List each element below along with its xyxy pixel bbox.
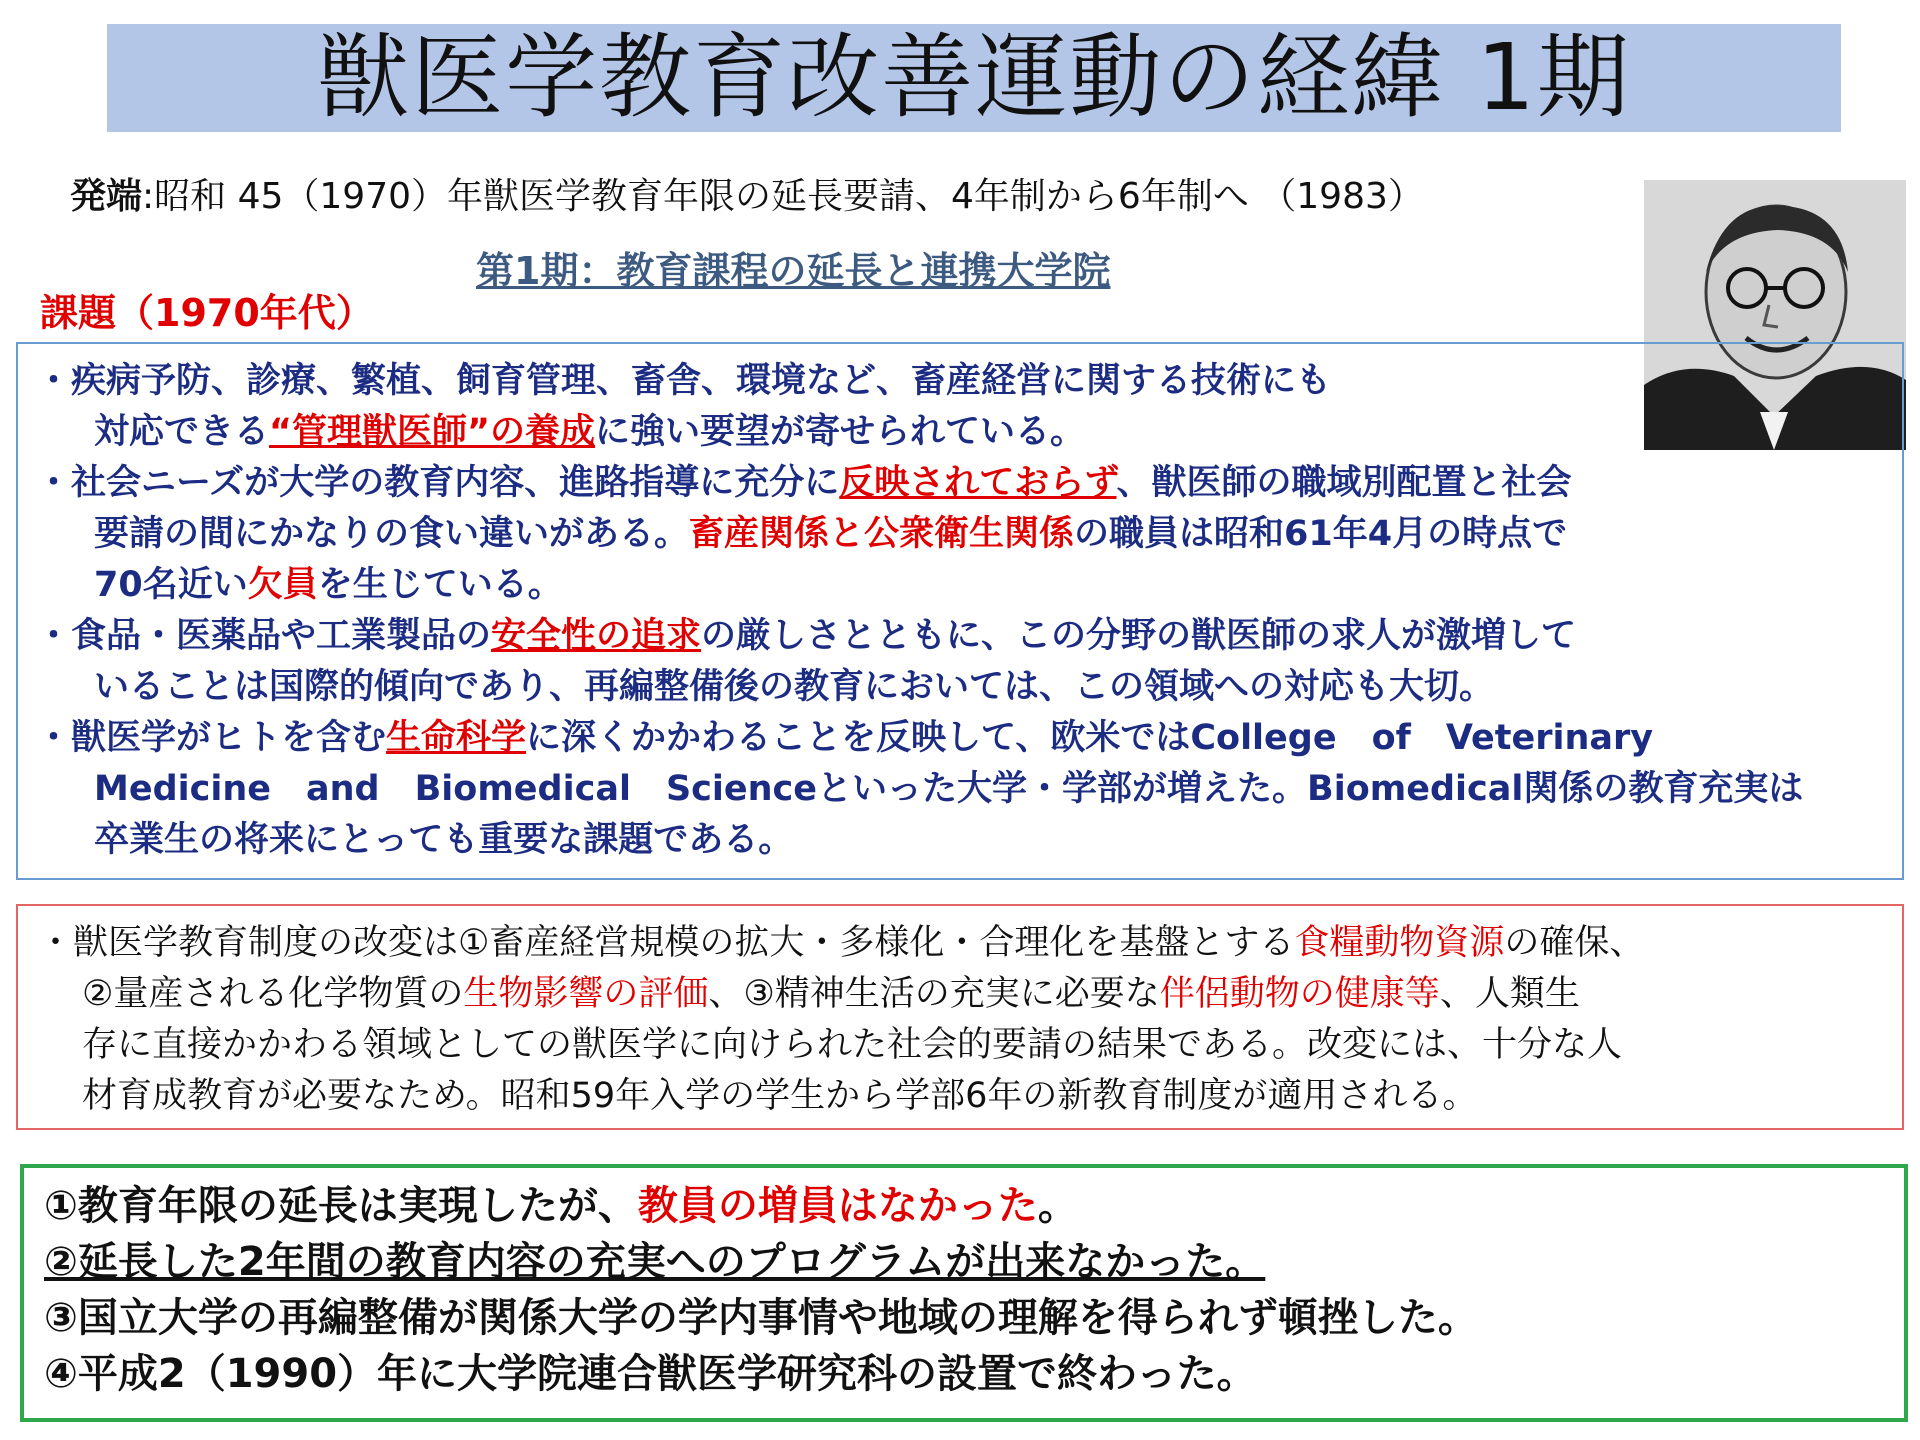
issue-3-line-2: いることは国際的傾向であり、再編整備後の教育においては、この領域への対応も大切。 — [94, 667, 1495, 707]
reform-highlight-1: 食糧動物資源 — [1294, 923, 1505, 963]
origin-label: 発端 — [70, 176, 143, 217]
issue-3-line-1 — [36, 611, 1882, 662]
issue-2-text-a: ・社会ニーズが大学の教育内容、進路指導に充分に — [36, 463, 840, 503]
issue-2-text-e: 70名近い — [94, 565, 248, 605]
issue-1-line-2 — [36, 407, 1882, 458]
issue-2-highlight-2: 畜産関係と公衆衛生関係 — [689, 514, 1075, 554]
issue-2-highlight: 反映されておらず — [839, 463, 1117, 503]
reform-highlight-2: 生物影響の評価 — [463, 974, 709, 1014]
issue-3-highlight: 安全性の追求 — [491, 616, 702, 656]
issue-2-text-b: 、獣医師の職域別配置と社会 — [1116, 463, 1572, 503]
issue-4-highlight: 生命科学 — [386, 718, 527, 758]
reform-line-3: 存に直接かかわる領域としての獣医学に向けられた社会的要請の結果である。改変には、十分な人 — [82, 1025, 1623, 1065]
reform-text-c: ②量産される化学物質の — [82, 974, 464, 1014]
issue-2-highlight-3: 欠員 — [247, 565, 318, 605]
issue-2-text-f: を生じている。 — [317, 565, 563, 605]
issue-4-text-a: ・獣医学がヒトを含む — [36, 718, 387, 758]
issue-2-text-c: 要請の間にかなりの食い違いがある。 — [94, 514, 690, 554]
reform-highlight-3: 伴侶動物の健康等 — [1159, 974, 1440, 1014]
issue-1-text-a: 対応できる — [94, 412, 270, 452]
result-4: ④平成2（1990）年に大学院連合獣医学研究科の設置で終わった。 — [44, 1351, 1257, 1397]
issue-4-text-b: に深くかかわることを反映して、欧米ではCollege of Veterinary — [526, 718, 1654, 758]
reform-text-d: 、③精神生活の充実に必要な — [708, 974, 1160, 1014]
result-1-text-b: 。 — [1037, 1183, 1078, 1229]
issue-4-line-1 — [36, 713, 1882, 764]
result-1-highlight: 教員の増員はなかった — [637, 1183, 1038, 1229]
issues-heading: 課題（1970年代） — [40, 291, 374, 335]
reform-line-1 — [38, 918, 1882, 969]
issues-box — [16, 342, 1904, 880]
issue-2-line-3 — [36, 560, 1882, 611]
reform-text-a: ・獣医学教育制度の改変は①畜産経営規模の拡大・多様化・合理化を基盤とする — [38, 923, 1295, 963]
reform-line-4: 材育成教育が必要なため。昭和59年入学の学生から学部6年の新教育制度が適用される。 — [82, 1076, 1478, 1116]
result-3: ③国立大学の再編整備が関係大学の学内事情や地域の理解を得られず頓挫した。 — [44, 1295, 1478, 1341]
title-banner — [107, 24, 1841, 132]
result-1 — [44, 1178, 1884, 1234]
origin-text: :昭和 45（1970）年獣医学教育年限の延長要請、4年制から6年制へ （1983） — [142, 176, 1424, 217]
issue-3-text-a: ・食品・医薬品や工業製品の — [36, 616, 492, 656]
reform-box — [16, 904, 1904, 1130]
issue-2-text-d: の職員は昭和61年4月の時点で — [1074, 514, 1568, 554]
issue-2-line-2 — [36, 509, 1882, 560]
issue-1-text-b: に強い要望が寄せられている。 — [595, 412, 1086, 452]
results-box — [20, 1164, 1908, 1422]
issue-3-text-b: の厳しさとともに、この分野の獣医師の求人が激増して — [701, 616, 1577, 656]
result-1-text-a: ①教育年限の延長は実現したが、 — [44, 1183, 638, 1229]
reform-text-b: の確保、 — [1504, 923, 1645, 963]
page-title: 獣医学教育改善運動の経緯 1期 — [317, 24, 1631, 131]
origin-line — [70, 168, 1424, 219]
issue-4-line-2: Medicine and Biomedical Scienceといった大学・学部が増えた。Biomedical関係の教育充実は — [94, 769, 1804, 809]
result-2: ②延長した2年間の教育内容の充実へのプログラムが出来なかった。 — [44, 1239, 1266, 1285]
reform-text-e: 、人類生 — [1439, 974, 1580, 1014]
issue-2-line-1 — [36, 458, 1882, 509]
issue-1-line-1: ・疾病予防、診療、繁植、飼育管理、畜舎、環境など、畜産経営に関する技術にも — [36, 361, 1332, 401]
issue-1-highlight: “管理獣医師”の養成 — [269, 412, 596, 452]
reform-line-2 — [38, 969, 1882, 1020]
phase-title: 第1期：教育課程の延長と連携大学院 — [476, 249, 1111, 293]
issue-4-line-3: 卒業生の将来にとっても重要な課題である。 — [94, 820, 794, 860]
